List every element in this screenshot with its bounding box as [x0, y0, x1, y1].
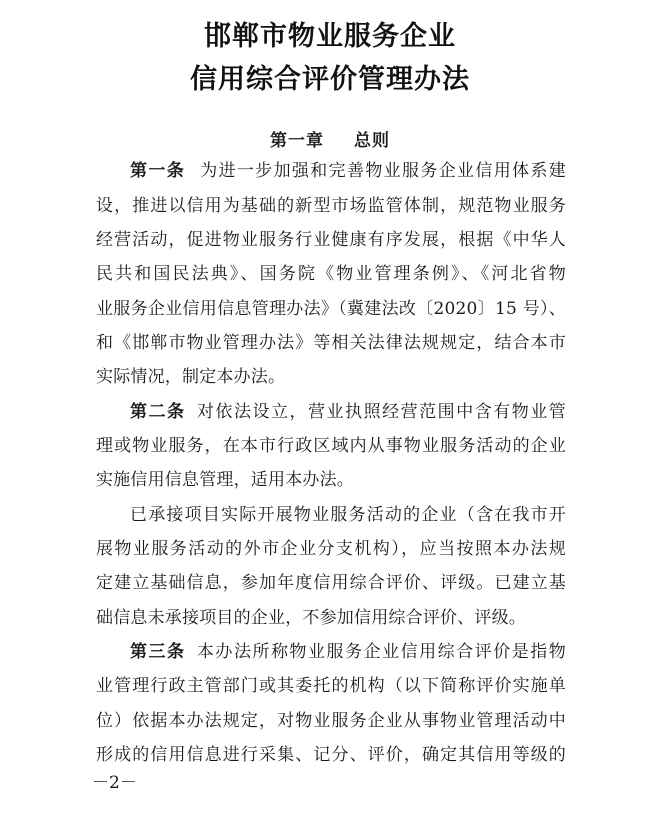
article-3-line-4: 形成的信用信息进行采集、记分、评价，确定其信用等级的: [96, 745, 566, 765]
chapter-number: 第一章: [270, 131, 324, 151]
article-1-text: 为进一步加强和完善物业服务企业信用体系建: [199, 161, 566, 181]
article-1-line-3: 经营活动，促进物业服务行业健康有序发展，根据《中华人: [96, 230, 566, 250]
article-2-text: 对依法设立，营业执照经营范围中含有物业管: [195, 402, 567, 422]
article-2-line-2: 理或物业服务，在本市行政区域内从事物业服务活动的企业: [96, 436, 566, 456]
chapter-title: 总则: [354, 131, 390, 151]
article-1-line-7: 实际情况，制定本办法。: [96, 367, 286, 387]
chapter-heading: [0, 126, 660, 151]
article-2-line-3: 实施信用信息管理，适用本办法。: [96, 470, 354, 490]
article-2-para2-line-2: 展物业服务活动的外市企业分支机构），应当按照本办法规: [96, 539, 566, 559]
article-3-label: 第三条: [130, 642, 186, 662]
article-3-line-2: 业管理行政主管部门或其委托的机构（以下简称评价实施单: [96, 676, 566, 696]
article-1-line-6: 和《邯郸市物业管理办法》等相关法律法规规定，结合本市: [96, 333, 566, 353]
article-3-text: 本办法所称物业服务企业信用综合评价是指物: [195, 642, 567, 662]
document-title-line-2: 信用综合评价管理办法: [190, 64, 470, 95]
article-1-line-2: 设，推进以信用为基础的新型市场监管体制，规范物业服务: [96, 196, 566, 216]
article-2-para2-line-3: 定建立基础信息，参加年度信用综合评价、评级。已建立基: [96, 573, 566, 593]
article-3-line-1: [130, 641, 566, 663]
article-3-line-3: 位）依据本办法规定，对物业服务企业从事物业管理活动中: [96, 711, 566, 731]
article-1-line-5: 业服务企业信用信息管理办法》（冀建法改〔2020〕15 号）、: [96, 299, 566, 319]
article-2-para2-line-4: 础信息未承接项目的企业，不参加信用综合评价、评级。: [96, 608, 526, 628]
article-2-label: 第二条: [130, 402, 186, 422]
article-1-line-4: 民共和国民法典》、国务院《物业管理条例》、《河北省物: [96, 264, 566, 284]
article-1-label: 第一条: [130, 161, 186, 181]
article-2-para2-line-1: 已承接项目实际开展物业服务活动的企业（含在我市开: [130, 505, 566, 525]
article-2-line-1: [130, 401, 566, 423]
page-number: －2－: [92, 773, 137, 793]
document-title-line-1: 邯郸市物业服务企业: [204, 21, 456, 52]
article-1-line-1: [130, 160, 566, 182]
